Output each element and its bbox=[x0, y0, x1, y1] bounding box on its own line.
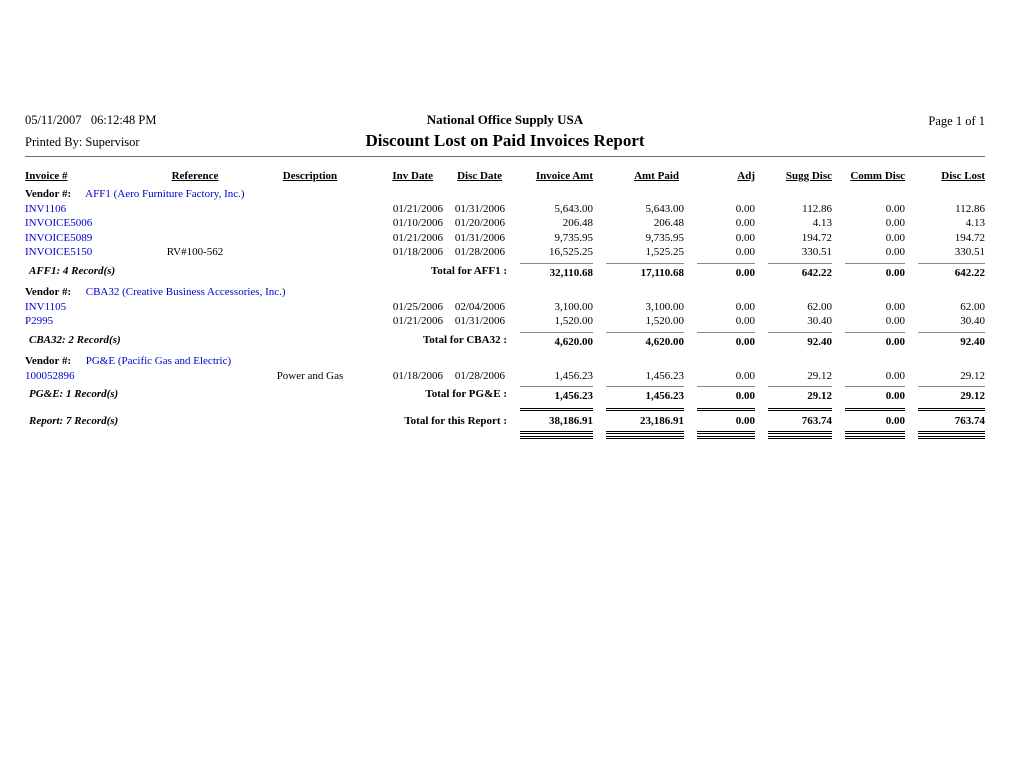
double-rule-segment bbox=[606, 431, 684, 434]
vendor-total-row bbox=[25, 386, 985, 403]
description-cell bbox=[250, 245, 370, 260]
double-rule-segment bbox=[697, 431, 755, 434]
col-disc-lost: Disc Lost bbox=[941, 170, 985, 182]
total-adj: 0.00 bbox=[697, 386, 755, 403]
total-disc-lost: 29.12 bbox=[918, 386, 985, 403]
column-header-row bbox=[25, 169, 985, 184]
report-total-comm-disc: 0.00 bbox=[885, 415, 905, 427]
total-sugg-disc: 92.40 bbox=[768, 332, 832, 349]
report-total-adj: 0.00 bbox=[735, 415, 755, 427]
amt-paid-cell: 3,100.00 bbox=[645, 300, 684, 313]
vendor-total-label: Total for AFF1 : bbox=[430, 264, 507, 277]
comm-disc-cell: 0.00 bbox=[885, 217, 905, 229]
vendor-link[interactable]: CBA32 (Creative Business Accessories, Inc.) bbox=[85, 285, 286, 298]
col-comm-disc: Comm Disc bbox=[850, 170, 905, 182]
invoice-amt-cell: 9,735.95 bbox=[554, 231, 593, 244]
col-sugg-disc: Sugg Disc bbox=[785, 170, 832, 182]
invoice-link[interactable]: INVOICE5150 bbox=[25, 246, 93, 258]
sugg-disc-cell: 194.72 bbox=[801, 231, 832, 244]
table-row bbox=[25, 314, 985, 329]
amt-paid-cell: 206.48 bbox=[653, 217, 684, 229]
invoice-link[interactable]: INVOICE5089 bbox=[25, 231, 93, 244]
double-rule-segment bbox=[845, 436, 905, 439]
double-rule-segment bbox=[768, 408, 832, 411]
sugg-disc-cell: 4.13 bbox=[812, 217, 832, 229]
disc-lost-cell: 30.40 bbox=[960, 315, 985, 327]
double-rule bbox=[25, 408, 985, 411]
double-rule-segment bbox=[606, 436, 684, 439]
disc-lost-cell: 194.72 bbox=[954, 231, 985, 244]
double-rule-segment bbox=[845, 431, 905, 434]
col-invoice: Invoice # bbox=[25, 170, 68, 182]
inv-date-cell: 01/18/2006 bbox=[392, 369, 443, 382]
inv-date-cell: 01/21/2006 bbox=[392, 202, 443, 215]
amt-paid-cell: 5,643.00 bbox=[645, 202, 684, 215]
vendor-total-row bbox=[25, 263, 985, 280]
total-comm-disc: 0.00 bbox=[845, 386, 905, 403]
reference-cell bbox=[140, 369, 250, 384]
vendor-total-label: Total for CBA32 : bbox=[422, 333, 507, 346]
record-count: PG&E: 1 Record(s) bbox=[29, 388, 119, 400]
col-amt-paid: Amt Paid bbox=[634, 170, 679, 182]
description-cell bbox=[250, 231, 370, 246]
adj-cell: 0.00 bbox=[735, 246, 755, 258]
report-total-amt-paid: 23,186.91 bbox=[640, 415, 684, 427]
total-amt-paid: 17,110.68 bbox=[606, 263, 684, 280]
sugg-disc-cell: 29.12 bbox=[807, 369, 832, 382]
reference-cell: RV#100-562 bbox=[166, 246, 224, 258]
vendor-link[interactable]: PG&E (Pacific Gas and Electric) bbox=[85, 354, 232, 367]
sugg-disc-cell: 330.51 bbox=[801, 246, 832, 258]
table-row bbox=[25, 216, 985, 231]
invoice-amt-cell: 5,643.00 bbox=[554, 202, 593, 215]
disc-lost-cell: 29.12 bbox=[960, 369, 985, 382]
report-total-row bbox=[25, 413, 985, 430]
table-row bbox=[25, 369, 985, 384]
amt-paid-cell: 1,520.00 bbox=[645, 315, 684, 327]
invoice-link[interactable]: 100052896 bbox=[25, 369, 75, 382]
adj-cell: 0.00 bbox=[735, 369, 755, 382]
disc-lost-cell: 62.00 bbox=[960, 300, 985, 313]
table-row bbox=[25, 231, 985, 246]
col-reference: Reference bbox=[171, 170, 219, 182]
page-header-center bbox=[25, 112, 985, 151]
report-total-label: Total for this Report : bbox=[404, 415, 507, 427]
comm-disc-cell: 0.00 bbox=[885, 246, 905, 258]
adj-cell: 0.00 bbox=[735, 231, 755, 244]
reference-cell bbox=[140, 202, 250, 217]
invoice-amt-cell: 206.48 bbox=[562, 217, 593, 229]
company-name: National Office Supply USA bbox=[426, 112, 584, 127]
inv-date-cell: 01/25/2006 bbox=[392, 300, 443, 313]
total-amt-paid: 1,456.23 bbox=[606, 386, 684, 403]
sugg-disc-cell: 112.86 bbox=[802, 202, 832, 215]
page-header bbox=[25, 112, 985, 156]
col-description: Description bbox=[282, 170, 338, 182]
amt-paid-cell: 9,735.95 bbox=[645, 231, 684, 244]
vendor-header bbox=[25, 285, 985, 300]
adj-cell: 0.00 bbox=[735, 202, 755, 215]
sugg-disc-cell: 30.40 bbox=[807, 315, 832, 327]
invoice-amt-cell: 3,100.00 bbox=[554, 300, 593, 313]
total-invoice-amt: 1,456.23 bbox=[520, 386, 593, 403]
col-inv-date: Inv Date bbox=[392, 170, 433, 182]
total-comm-disc: 0.00 bbox=[845, 263, 905, 280]
double-rule-segment bbox=[768, 431, 832, 434]
adj-cell: 0.00 bbox=[735, 217, 755, 229]
disc-lost-cell: 4.13 bbox=[965, 217, 985, 229]
total-sugg-disc: 29.12 bbox=[768, 386, 832, 403]
inv-date-cell: 01/21/2006 bbox=[392, 315, 443, 327]
total-comm-disc: 0.00 bbox=[845, 332, 905, 349]
report-total-invoice-amt: 38,186.91 bbox=[549, 415, 593, 427]
invoice-link[interactable]: INV1106 bbox=[25, 202, 67, 215]
vendor-link[interactable]: AFF1 (Aero Furniture Factory, Inc.) bbox=[85, 187, 245, 200]
report-body bbox=[25, 112, 985, 439]
record-count: AFF1: 4 Record(s) bbox=[29, 264, 116, 277]
sugg-disc-cell: 62.00 bbox=[807, 300, 832, 313]
double-rule-segment bbox=[520, 431, 593, 434]
invoice-amt-cell: 1,456.23 bbox=[554, 369, 593, 382]
reference-cell bbox=[140, 216, 250, 231]
total-invoice-amt: 32,110.68 bbox=[520, 263, 593, 280]
col-disc-date: Disc Date bbox=[457, 170, 502, 182]
reference-cell bbox=[140, 231, 250, 246]
total-sugg-disc: 642.22 bbox=[768, 263, 832, 280]
double-rule-segment bbox=[768, 436, 832, 439]
report-total-sugg-disc: 763.74 bbox=[801, 415, 832, 427]
vendor-label: Vendor #: bbox=[25, 285, 72, 298]
total-invoice-amt: 4,620.00 bbox=[520, 332, 593, 349]
disc-date-cell: 01/28/2006 bbox=[454, 369, 505, 382]
comm-disc-cell: 0.00 bbox=[885, 369, 905, 382]
invoice-link[interactable]: P2995 bbox=[25, 315, 54, 327]
total-disc-lost: 92.40 bbox=[918, 332, 985, 349]
inv-date-cell: 01/21/2006 bbox=[392, 231, 443, 244]
vendor-label: Vendor #: bbox=[25, 187, 72, 200]
disc-date-cell: 01/31/2006 bbox=[454, 202, 505, 215]
invoice-amt-cell: 16,525.25 bbox=[549, 246, 593, 258]
comm-disc-cell: 0.00 bbox=[885, 231, 905, 244]
double-rule-segment bbox=[520, 408, 593, 411]
double-rule bbox=[25, 436, 985, 439]
double-rule-segment bbox=[697, 436, 755, 439]
inv-date-cell: 01/18/2006 bbox=[392, 246, 443, 258]
double-rule-segment bbox=[845, 408, 905, 411]
description-cell: Power and Gas bbox=[276, 369, 344, 382]
double-rule-segment bbox=[520, 436, 593, 439]
header-rule bbox=[25, 156, 985, 157]
double-rule-segment bbox=[918, 408, 985, 411]
table-row bbox=[25, 202, 985, 217]
total-amt-paid: 4,620.00 bbox=[606, 332, 684, 349]
record-count: CBA32: 2 Record(s) bbox=[29, 333, 121, 346]
disc-date-cell: 02/04/2006 bbox=[454, 300, 505, 313]
report-record-count: Report: 7 Record(s) bbox=[29, 415, 119, 427]
inv-date-cell: 01/10/2006 bbox=[392, 217, 443, 229]
double-rule-segment bbox=[606, 408, 684, 411]
col-invoice-amt: Invoice Amt bbox=[535, 170, 593, 182]
disc-lost-cell: 330.51 bbox=[954, 246, 985, 258]
reference-cell bbox=[140, 314, 250, 329]
vendor-header bbox=[25, 187, 985, 202]
total-adj: 0.00 bbox=[697, 332, 755, 349]
invoice-link[interactable]: INV1105 bbox=[25, 300, 67, 313]
total-adj: 0.00 bbox=[697, 263, 755, 280]
amt-paid-cell: 1,525.25 bbox=[645, 246, 684, 258]
description-cell bbox=[250, 300, 370, 315]
total-disc-lost: 642.22 bbox=[918, 263, 985, 280]
report-total-disc-lost: 763.74 bbox=[954, 415, 985, 427]
comm-disc-cell: 0.00 bbox=[885, 202, 905, 215]
double-rule-segment bbox=[918, 436, 985, 439]
page-number: Page 1 of 1 bbox=[928, 114, 985, 128]
disc-date-cell: 01/20/2006 bbox=[454, 217, 505, 229]
reference-cell bbox=[140, 300, 250, 315]
disc-lost-cell: 112.86 bbox=[955, 202, 985, 215]
disc-date-cell: 01/31/2006 bbox=[454, 315, 505, 327]
disc-date-cell: 01/31/2006 bbox=[454, 231, 505, 244]
comm-disc-cell: 0.00 bbox=[885, 300, 905, 313]
amt-paid-cell: 1,456.23 bbox=[645, 369, 684, 382]
invoice-amt-cell: 1,520.00 bbox=[554, 315, 593, 327]
printed-by: Printed By: Supervisor bbox=[25, 135, 140, 149]
adj-cell: 0.00 bbox=[735, 300, 755, 313]
vendor-label: Vendor #: bbox=[25, 354, 72, 367]
double-rule bbox=[25, 431, 985, 434]
vendor-total-row bbox=[25, 332, 985, 349]
adj-cell: 0.00 bbox=[735, 315, 755, 327]
description-cell bbox=[250, 202, 370, 217]
comm-disc-cell: 0.00 bbox=[885, 315, 905, 327]
disc-date-cell: 01/28/2006 bbox=[454, 246, 505, 258]
table-row bbox=[25, 300, 985, 315]
double-rule-segment bbox=[697, 408, 755, 411]
vendor-total-label: Total for PG&E : bbox=[425, 388, 507, 400]
print-datetime: 05/11/2007 06:12:48 PM bbox=[25, 113, 157, 127]
vendor-header bbox=[25, 354, 985, 369]
description-cell bbox=[250, 216, 370, 231]
invoice-link[interactable]: INVOICE5006 bbox=[25, 217, 93, 229]
description-cell bbox=[250, 314, 370, 329]
col-adj: Adj bbox=[737, 170, 755, 182]
double-rule-segment bbox=[918, 431, 985, 434]
table-row bbox=[25, 245, 985, 260]
report-title: Discount Lost on Paid Invoices Report bbox=[365, 131, 645, 150]
